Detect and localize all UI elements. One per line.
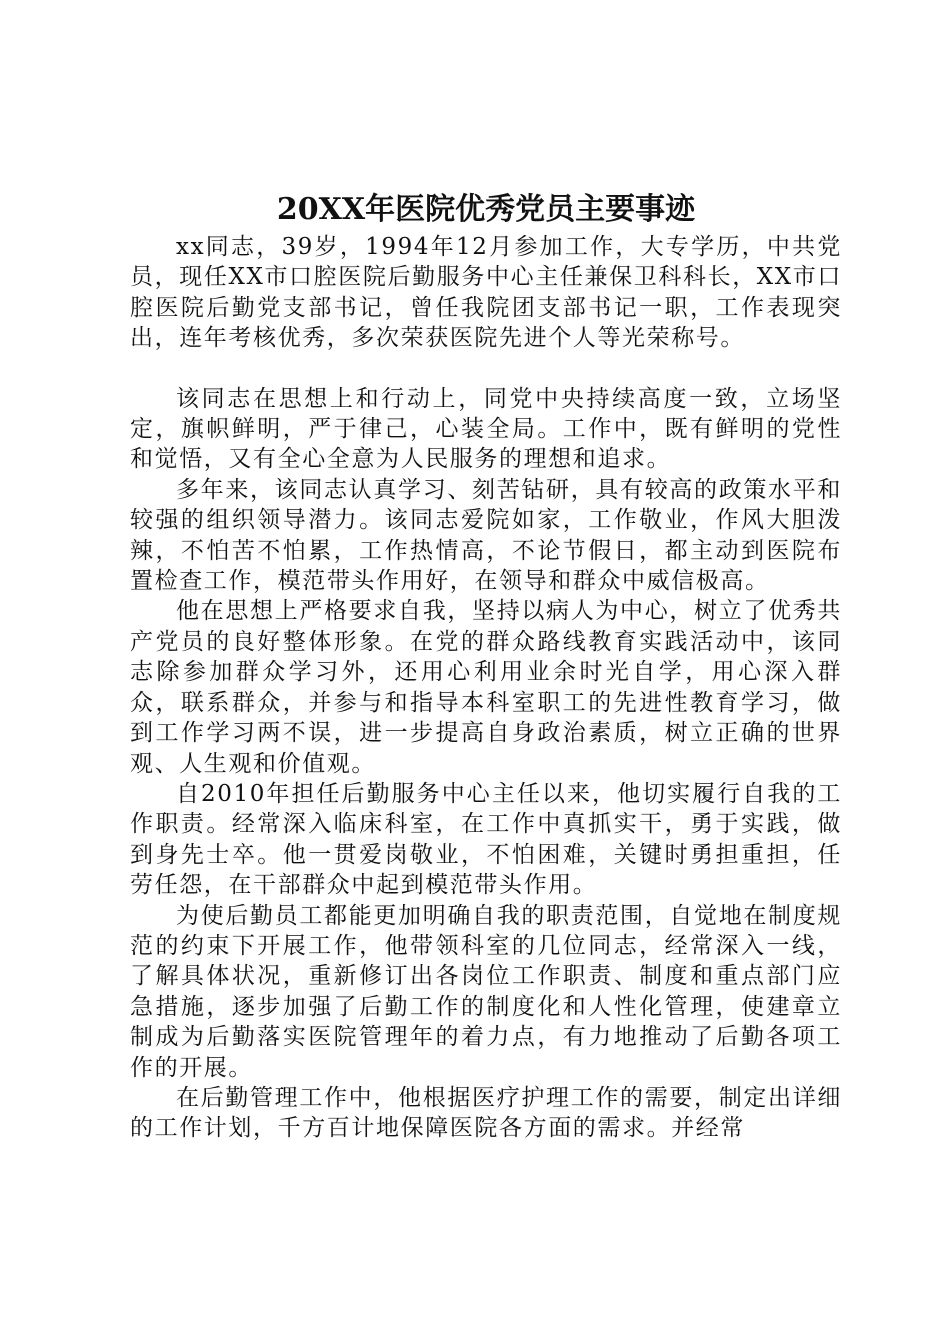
document-page (130, 188, 842, 1144)
paragraph-study-leadership: 多年来，该同志认真学习、刻苦钻研，具有较高的政策水平和较强的组织领导潜力。该同志爱院如家，工作敬业，作风大胆泼辣，不怕苦不怕累，工作热情高，不论节假日，都主动到医院布置检查工作，模范带头作用好，在领导和群众中威信极高。 (130, 476, 842, 595)
document-title: 20XX年医院优秀党员主要事迹 (276, 192, 696, 227)
paragraph-since-2010: 自2010年担任后勤服务中心主任以来，他切实履行自我的工作职责。经常深入临床科室，在工作中真抓实干，勇于实践，做到身先士卒。他一贯爱岗敬业，不怕困难，关键时勇担重担，任劳任怨，在干部群众中起到模范带头作用。 (130, 780, 842, 899)
paragraph-self-discipline: 他在思想上严格要求自我，坚持以病人为中心，树立了优秀共产党员的良好整体形象。在党的群众路线教育实践活动中，该同志除参加群众学习外，还用心利用业余时光自学，用心深入群众，联系群众，并参与和指导本科室职工的先进性教育学习，做到工作学习两不误，进一步提高自身政治素质，树立正确的世界观、人生观和价值观。 (130, 598, 842, 777)
paragraph-political-stance: 该同志在思想上和行动上，同党中央持续高度一致，立场坚定，旗帜鲜明，严于律己，心装全局。工作中，既有鲜明的党性和觉悟，又有全心全意为人民服务的理想和追求。 (130, 385, 842, 473)
paragraph-logistics-management: 在后勤管理工作中，他根据医疗护理工作的需要，制定出详细的工作计划，千方百计地保障医院各方面的需求。并经常 (130, 1084, 842, 1142)
paragraph-regulations: 为使后勤员工都能更加明确自我的职责范围，自觉地在制度规范的约束下开展工作，他带领科室的几位同志，经常深入一线，了解具体状况，重新修订出各岗位工作职责、制度和重点部门应急措施，逐步加强了后勤工作的制度化和人性化管理，使建章立制成为后勤落实医院管理年的着力点，有力地推动了后勤各项工作的开展。 (130, 902, 842, 1081)
paragraph-profile: xx同志，39岁，1994年12月参加工作，大专学历，中共党员，现任XX市口腔医院后勤服务中心主任兼保卫科科长，XX市口腔医院后勤党支部书记，曾任我院团支部书记一职，工作表现突出，连年考核优秀，多次荣获医院先进个人等光荣称号。 (130, 234, 842, 352)
